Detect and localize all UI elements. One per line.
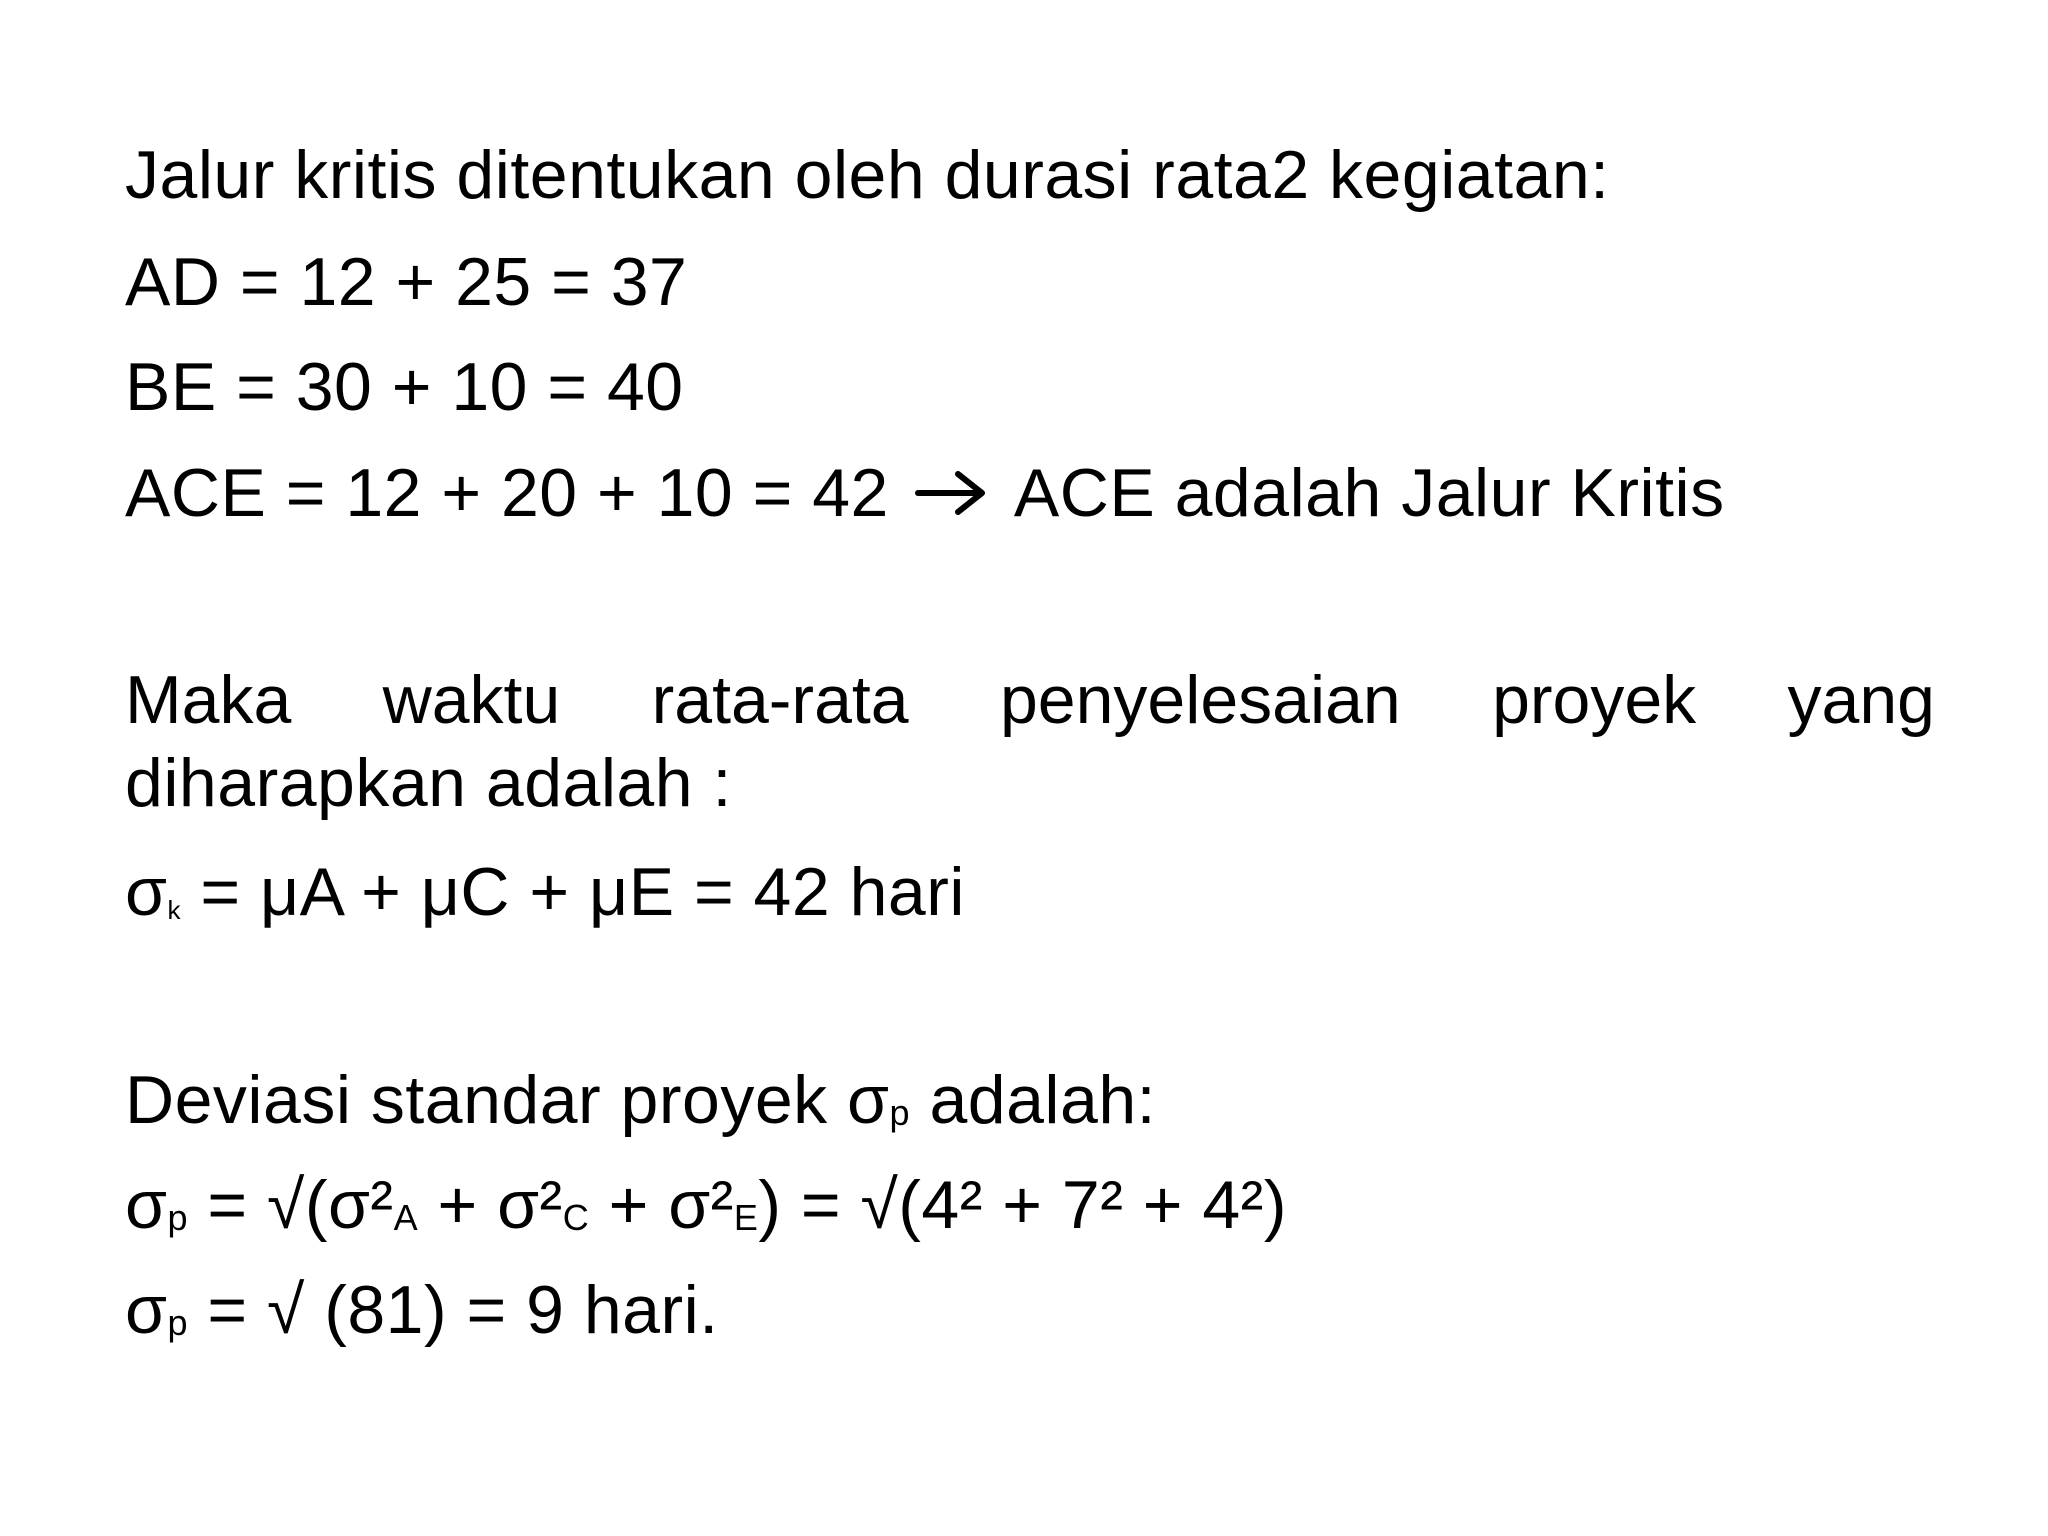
formula-subscript: p: [167, 1197, 188, 1238]
formula-subscript: E: [733, 1197, 759, 1238]
sentence-word: yang: [1787, 662, 1935, 738]
sentence-word: waktu: [382, 662, 561, 738]
formula-part: = √(σ²: [188, 1167, 394, 1243]
path-ad: AD = 12 + 25 = 37: [125, 244, 688, 320]
mean-formula-rest: = μA + μC + μE = 42 hari: [180, 854, 965, 930]
sigma-symbol: σ: [125, 854, 168, 930]
subscript-p: p: [889, 1092, 911, 1133]
stddev-heading-tail: adalah:: [910, 1062, 1157, 1138]
sentence-word: rata-rata: [651, 662, 909, 738]
formula-part: + σ²: [418, 1167, 563, 1243]
formula-part: = √ (81) = 9 hari.: [188, 1272, 719, 1348]
stddev-result: [125, 1270, 719, 1363]
formula-subscript: C: [562, 1197, 590, 1238]
mean-sentence-line2: diharapkan adalah :: [125, 745, 732, 821]
formula-part: + σ²: [589, 1167, 734, 1243]
subscript-k: k: [167, 895, 181, 925]
path-ace-calc: ACE = 12 + 20 + 10 = 42: [125, 455, 889, 531]
formula-subscript: p: [167, 1302, 188, 1343]
path-ace-conclusion: ACE adalah Jalur Kritis: [1013, 455, 1725, 531]
stddev-heading-text: Deviasi standar proyek σ: [125, 1062, 890, 1138]
sentence-word: proyek: [1492, 662, 1697, 738]
formula-part: σ: [125, 1272, 168, 1348]
sentence-word: penyelesaian: [999, 662, 1401, 738]
stddev-formula: [125, 1165, 1287, 1258]
stddev-heading: [125, 1060, 1156, 1153]
path-be: BE = 30 + 10 = 40: [125, 349, 684, 425]
mean-formula: [125, 852, 965, 950]
path-ace: [125, 453, 1725, 533]
formula-subscript: A: [393, 1197, 419, 1238]
formula-part: ) = √(4² + 7² + 4²): [758, 1167, 1287, 1243]
formula-part: σ: [125, 1167, 168, 1243]
slide-heading: Jalur kritis ditentukan oleh durasi rata2 kegiatan:: [125, 137, 1610, 213]
mean-sentence-line1: [125, 660, 1935, 740]
sentence-word: Maka: [125, 662, 292, 738]
right-arrow-icon: [914, 468, 990, 518]
